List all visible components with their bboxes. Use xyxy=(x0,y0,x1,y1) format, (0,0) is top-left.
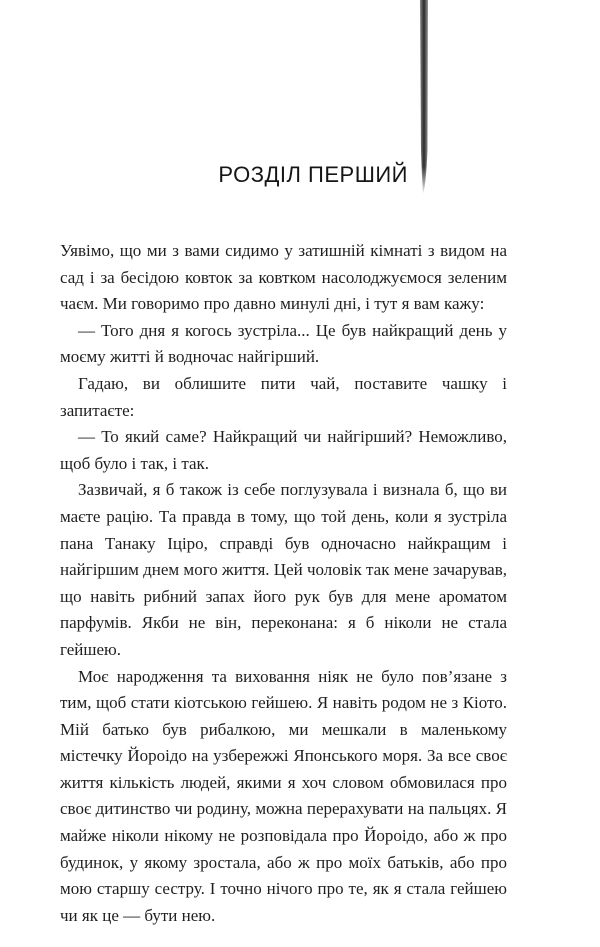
dialog-line: — То який саме? Найкращий чи найгірший? Неможливо, щоб було і так, і так. xyxy=(60,427,507,473)
paragraph: Моє народження та виховання ніяк не було пов’язане з тим, щоб стати кіотською гейшею. Я навіть родом не з Кіото. Мій батько був рибалкою, ми мешкали в маленькому містечку Йороідо на узбережжі Японського моря. За все своє життя кількість людей, якими я хоч словом обмовилася про своє дитинство чи родину, можна перерахувати на пальцях. Я майже ніколи нікому не розповідала про Йороідо, або ж про будинок, у якому зростала, або ж про моїх батьків, або про мою старшу сестру. І точно нічого про те, як я стала гейшею чи як це — бути нею. xyxy=(60,666,507,925)
chapter-body xyxy=(60,238,507,929)
paragraph: Зазвичай, я б також із себе поглузувала і визнала б, що ви маєте рацію. Та правда в тому, що той день, коли я зустріла пана Танаку Іціро, справді був одночасно найкращим і найгіршим днем мого життя. Цей чоловік так мене зачарував, що навіть рибний запах його рук був для мене ароматом парфумів. Якби не він, переконана: я б ніколи не стала гейшею. xyxy=(60,480,507,659)
chapter-title: РОЗДІЛ ПЕРШИЙ xyxy=(218,162,408,187)
brush-stroke-decoration xyxy=(418,0,430,196)
paragraph: Уявімо, що ми з вами сидимо у затишній кімнаті з видом на сад і за бесідою ковток за ковтком насолоджуємося зеленим чаєм. Ми говоримо про давно минулі дні, і тут я вам кажу: xyxy=(60,241,507,314)
paragraph: Гадаю, ви облишите пити чай, поставите чашку і запитаєте: xyxy=(60,373,507,420)
dialog-line: — Того дня я когось зустріла... Це був найкращий день у моєму житті й водночас найгірший. xyxy=(60,320,507,367)
